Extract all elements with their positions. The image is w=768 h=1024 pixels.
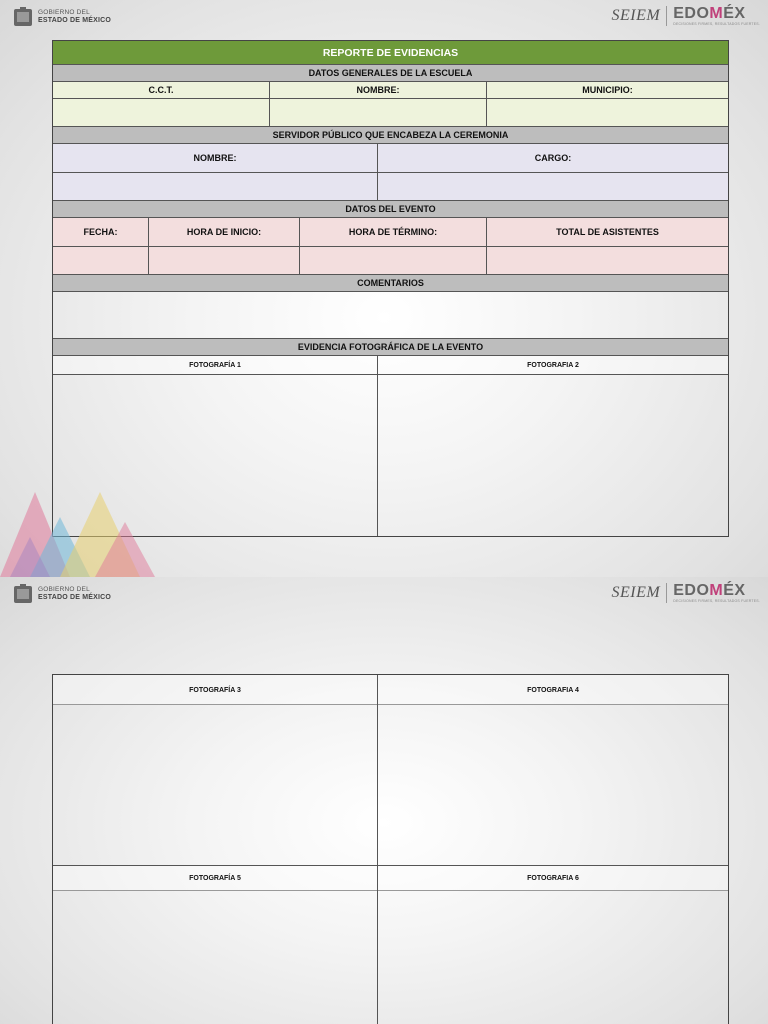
photo-2-label: FOTOGRAFIA 2 [378, 356, 728, 374]
photo-5-area[interactable] [53, 891, 378, 1024]
seiem-logo: SEIEM [611, 584, 661, 601]
photo-1-label: FOTOGRAFÍA 1 [53, 356, 378, 374]
seiem-logo: SEIEM [611, 7, 661, 24]
cct-label: C.C.T. [53, 82, 270, 98]
municipio-label: MUNICIPIO: [487, 82, 728, 98]
end-time-label: HORA DE TÉRMINO: [300, 218, 487, 246]
logo-divider [666, 6, 667, 26]
page-2 [0, 577, 768, 1024]
date-label: FECHA: [53, 218, 149, 246]
official-section-header: SERVIDOR PÚBLICO QUE ENCABEZA LA CEREMONIA [53, 127, 728, 143]
photo-3-area[interactable] [53, 705, 378, 865]
photo-grid [52, 674, 729, 1024]
municipio-field[interactable] [487, 99, 728, 126]
attendees-field[interactable] [487, 247, 728, 274]
brand-logos [612, 583, 760, 603]
edomex-logo: EDOMÉX DECISIONES FIRMES, RESULTADOS FUERTES. [673, 582, 760, 603]
school-section-header: DATOS GENERALES DE LA ESCUELA [53, 65, 728, 81]
photo-6-area[interactable] [378, 891, 728, 1024]
gov-line1: GOBIERNO DEL [38, 9, 90, 16]
edomex-tagline: DECISIONES FIRMES, RESULTADOS FUERTES. [673, 22, 760, 26]
logo-divider [666, 583, 667, 603]
official-role-field[interactable] [378, 173, 728, 200]
gov-logo [12, 583, 111, 605]
brand-logos [612, 6, 760, 26]
gov-line2: ESTADO DE MÉXICO [38, 594, 112, 601]
photo-section-header: EVIDENCIA FOTOGRÁFICA DE LA EVENTO [53, 339, 728, 355]
photo-5-label: FOTOGRAFÍA 5 [53, 866, 378, 891]
comments-field[interactable] [53, 292, 728, 338]
attendees-label: TOTAL DE ASISTENTES [487, 218, 728, 246]
official-name-field[interactable] [53, 173, 378, 200]
start-time-label: HORA DE INICIO: [149, 218, 300, 246]
crest-icon [12, 583, 34, 605]
edomex-logo: EDOMÉX DECISIONES FIRMES, RESULTADOS FUERTES. [673, 5, 760, 26]
photo-4-area[interactable] [378, 705, 728, 865]
photo-4-label: FOTOGRAFIA 4 [378, 675, 728, 705]
comments-section-header: COMENTARIOS [53, 275, 728, 291]
school-name-field[interactable] [270, 99, 487, 126]
form-title: REPORTE DE EVIDENCIAS [53, 41, 728, 64]
gov-logo [12, 6, 111, 28]
photo-3-label: FOTOGRAFÍA 3 [53, 675, 378, 705]
gov-line1: GOBIERNO DEL [38, 586, 90, 593]
date-field[interactable] [53, 247, 149, 274]
official-name-label: NOMBRE: [53, 144, 378, 172]
start-time-field[interactable] [149, 247, 300, 274]
cct-field[interactable] [53, 99, 270, 126]
edomex-tagline: DECISIONES FIRMES, RESULTADOS FUERTES. [673, 599, 760, 603]
edomex-watermark-logo [0, 492, 160, 577]
photo-2-area[interactable] [378, 375, 728, 536]
end-time-field[interactable] [300, 247, 487, 274]
crest-icon [12, 6, 34, 28]
gov-line2: ESTADO DE MÉXICO [38, 17, 112, 24]
official-role-label: CARGO: [378, 144, 728, 172]
evidence-form [52, 40, 729, 537]
photo-6-label: FOTOGRAFIA 6 [378, 866, 728, 891]
event-section-header: DATOS DEL EVENTO [53, 201, 728, 217]
school-name-label: NOMBRE: [270, 82, 487, 98]
